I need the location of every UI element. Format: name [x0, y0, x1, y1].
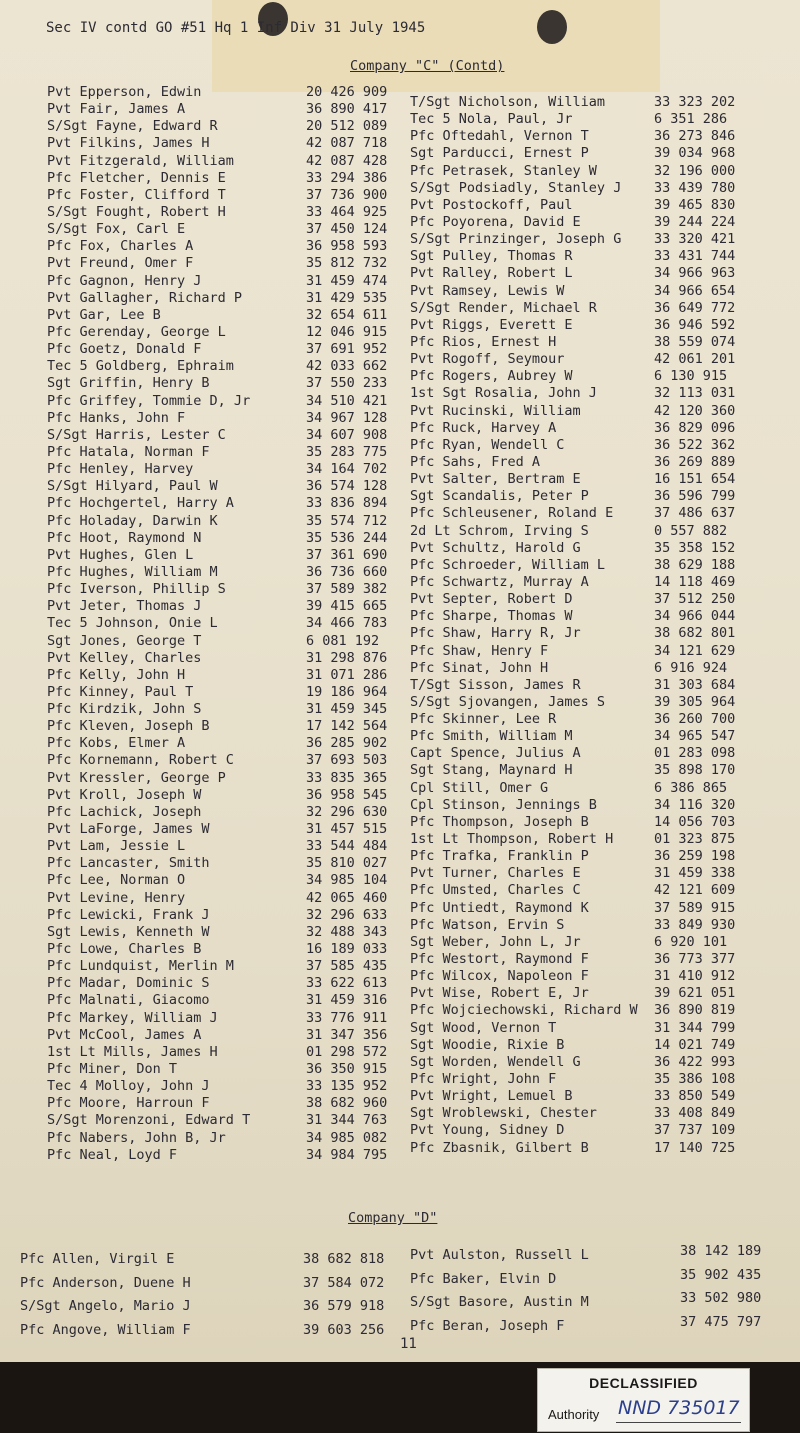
roster-name: S/Sgt Basore, Austin M [410, 1294, 589, 1310]
roster-name: Pfc Ruck, Harvey A [410, 419, 557, 436]
roster-serial: 31 303 684 [654, 676, 736, 693]
roster-name: T/Sgt Sisson, James R [410, 676, 581, 693]
roster-name: 1st Lt Mills, James H [47, 1043, 218, 1060]
roster-serial: 33 544 484 [306, 838, 388, 855]
roster-serial: 0 557 882 [654, 522, 728, 539]
document-header: Sec IV contd GO #51 Hq 1 Inf Div 31 July 1945 [46, 20, 426, 36]
roster-name: S/Sgt Podsiadly, Stanley J [410, 179, 622, 196]
roster-name: Sgt Griffin, Henry B [47, 375, 210, 392]
roster-name: Pvt Turner, Charles E [410, 865, 581, 882]
roster-serial: 01 298 572 [306, 1043, 388, 1060]
roster-name: S/Sgt Prinzinger, Joseph G [410, 231, 622, 248]
roster-serial: 36 736 660 [306, 563, 388, 580]
roster-serial: 36 522 362 [654, 436, 736, 453]
roster-serial: 37 475 797 [680, 1313, 762, 1330]
roster-name: Pfc Kleven, Joseph B [47, 718, 210, 735]
roster-name: Pfc Fletcher, Dennis E [47, 169, 226, 186]
roster-serial: 34 116 320 [654, 796, 736, 813]
roster-serial: 37 589 915 [654, 899, 736, 916]
roster-serial: 19 186 964 [306, 683, 388, 700]
company-c-right-names [410, 94, 638, 1157]
roster-serial: 33 836 894 [306, 495, 388, 512]
roster-name: Pfc Sahs, Fred A [410, 453, 541, 470]
roster-serial: 39 244 224 [654, 213, 736, 230]
roster-name: Sgt Parducci, Ernest P [410, 145, 589, 162]
roster-serial: 34 985 104 [306, 872, 388, 889]
roster-name: Pfc Hatala, Norman F [47, 443, 210, 460]
roster-serial: 34 985 082 [306, 1129, 388, 1146]
roster-name: Pfc Baker, Elvin D [410, 1270, 557, 1287]
roster-serial: 36 890 417 [306, 101, 388, 118]
roster-name: Pfc Hoot, Raymond N [47, 529, 202, 546]
roster-serial: 33 502 980 [680, 1290, 762, 1306]
roster-name: Pfc Trafka, Franklin P [410, 848, 589, 865]
roster-name: Pvt Kelley, Charles [47, 649, 202, 666]
roster-name: Pvt Schultz, Harold G [410, 539, 581, 556]
roster-serial: 36 596 799 [654, 488, 736, 505]
company-c-right-serials [654, 94, 735, 1157]
roster-name: Pvt Fitzgerald, William [47, 152, 234, 169]
roster-serial: 6 916 924 [654, 659, 728, 676]
roster-name: Pfc Smith, William M [410, 728, 573, 745]
roster-name: Pfc Umsted, Charles C [410, 882, 581, 899]
roster-serial: 34 164 702 [306, 461, 388, 478]
roster-name: Pfc Lachick, Joseph [47, 803, 202, 820]
roster-name: Cpl Still, Omer G [410, 779, 549, 796]
roster-name: Pfc Hanks, John F [47, 409, 186, 426]
roster-name: S/Sgt Morenzoni, Edward T [47, 1112, 251, 1129]
roster-name: Pfc Kobs, Elmer A [47, 735, 186, 752]
roster-serial: 35 810 027 [306, 855, 388, 872]
roster-serial: 36 350 915 [306, 1061, 388, 1078]
roster-name: Pvt Riggs, Everett E [410, 316, 573, 333]
roster-serial: 37 737 109 [654, 1122, 736, 1139]
roster-serial: 39 034 968 [654, 145, 736, 162]
roster-serial: 31 459 345 [306, 701, 388, 718]
roster-name: Pvt Wise, Robert E, Jr [410, 985, 589, 1002]
roster-serial: 36 260 700 [654, 711, 736, 728]
roster-name: Pvt Gar, Lee B [47, 306, 161, 323]
roster-name: Pfc Watson, Ervin S [410, 916, 565, 933]
roster-name: Pvt Filkins, James H [47, 135, 210, 152]
roster-name: Pfc Wright, John F [410, 1071, 557, 1088]
roster-serial: 37 486 637 [654, 505, 736, 522]
roster-name: Pfc Lundquist, Merlin M [47, 958, 234, 975]
roster-name: Pfc Lowe, Charles B [47, 941, 202, 958]
roster-name: Sgt Wroblewski, Chester [410, 1105, 597, 1122]
roster-serial: 33 622 613 [306, 975, 388, 992]
roster-name: Pfc Kelly, John H [47, 666, 186, 683]
roster-serial: 36 269 889 [654, 453, 736, 470]
roster-name: Pfc Gerenday, George L [47, 323, 226, 340]
roster-name: Pfc Madar, Dominic S [47, 975, 210, 992]
roster-serial: 42 087 718 [306, 135, 388, 152]
roster-serial: 35 358 152 [654, 539, 736, 556]
roster-serial: 33 323 202 [654, 94, 736, 110]
roster-name: Sgt Scandalis, Peter P [410, 488, 589, 505]
roster-serial: 32 488 343 [306, 923, 388, 940]
stamp-underline [616, 1422, 741, 1423]
roster-serial: 31 344 763 [306, 1112, 388, 1129]
roster-serial: 33 850 549 [654, 1088, 736, 1105]
roster-name: Pfc Hochgertel, Harry A [47, 495, 234, 512]
roster-serial: 37 736 900 [306, 186, 388, 203]
roster-serial: 33 408 849 [654, 1105, 736, 1122]
roster-name: Pfc Schwartz, Murray A [410, 573, 589, 590]
roster-serial: 38 559 074 [654, 333, 736, 350]
roster-serial: 42 087 428 [306, 152, 388, 169]
roster-serial: 32 113 031 [654, 385, 736, 402]
roster-serial: 31 344 799 [654, 1019, 736, 1036]
roster-serial: 38 142 189 [680, 1243, 762, 1259]
roster-serial: 6 081 192 [306, 632, 380, 649]
roster-serial: 35 283 775 [306, 443, 388, 460]
roster-serial: 36 422 993 [654, 1053, 736, 1070]
roster-name: S/Sgt Fayne, Edward R [47, 118, 218, 135]
roster-serial: 39 621 051 [654, 985, 736, 1002]
roster-serial: 34 984 795 [306, 1146, 388, 1163]
roster-name: Pfc Henley, Harvey [47, 461, 194, 478]
roster-name: Pvt Septer, Robert D [410, 591, 573, 608]
company-c-title: Company "C" (Contd) [350, 58, 505, 74]
roster-serial: 35 902 435 [680, 1266, 762, 1283]
roster-serial: 37 693 503 [306, 752, 388, 769]
roster-name: Pvt Kroll, Joseph W [47, 786, 202, 803]
roster-name: S/Sgt Hilyard, Paul W [47, 478, 218, 495]
roster-serial: 31 457 515 [306, 821, 388, 838]
roster-serial: 39 603 256 [303, 1321, 385, 1338]
roster-name: Sgt Stang, Maynard H [410, 762, 573, 779]
roster-serial: 14 056 703 [654, 813, 736, 830]
stamp-title: DECLASSIFIED [589, 1375, 698, 1391]
roster-serial: 42 061 201 [654, 351, 736, 368]
roster-name: Pfc Kirdzik, John S [47, 701, 202, 718]
roster-name: Pvt Levine, Henry [47, 889, 186, 906]
roster-serial: 14 118 469 [654, 573, 736, 590]
company-d-left-serials [303, 1248, 384, 1342]
roster-name: Pvt Rogoff, Seymour [410, 351, 565, 368]
roster-serial: 42 121 609 [654, 882, 736, 899]
roster-serial: 6 920 101 [654, 933, 728, 950]
roster-serial: 38 682 818 [303, 1251, 385, 1267]
roster-name: Pfc Kornemann, Robert C [47, 752, 234, 769]
roster-serial: 33 464 925 [306, 203, 388, 220]
roster-serial: 35 574 712 [306, 512, 388, 529]
roster-serial: 39 465 830 [654, 196, 736, 213]
roster-serial: 36 579 918 [303, 1298, 385, 1314]
roster-name: Pfc Lewicki, Frank J [47, 906, 210, 923]
roster-serial: 33 320 421 [654, 231, 736, 248]
roster-name: Pfc Shaw, Henry F [410, 642, 549, 659]
roster-serial: 37 589 382 [306, 581, 388, 598]
roster-serial: 16 189 033 [306, 941, 388, 958]
roster-serial: 31 347 356 [306, 1026, 388, 1043]
roster-serial: 36 285 902 [306, 735, 388, 752]
company-c-left-names [47, 84, 250, 1164]
roster-name: Pfc Allen, Virgil E [20, 1251, 175, 1267]
company-d-right-names [410, 1244, 589, 1338]
roster-name: Pvt Gallagher, Richard P [47, 289, 243, 306]
roster-serial: 42 033 662 [306, 358, 388, 375]
roster-name: Pfc Foster, Clifford T [47, 186, 226, 203]
roster-name: Pfc Petrasek, Stanley W [410, 162, 597, 179]
roster-name: Pfc Iverson, Phillip S [47, 581, 226, 598]
roster-name: Pfc Goetz, Donald F [47, 341, 202, 358]
roster-name: Pfc Kinney, Paul T [47, 683, 194, 700]
roster-name: Sgt Worden, Wendell G [410, 1053, 581, 1070]
roster-name: Pfc Thompson, Joseph B [410, 813, 589, 830]
roster-name: Pvt Kressler, George P [47, 769, 226, 786]
roster-serial: 33 135 952 [306, 1078, 388, 1095]
roster-serial: 35 386 108 [654, 1071, 736, 1088]
roster-name: 2d Lt Schrom, Irving S [410, 522, 589, 539]
roster-name: Sgt Pulley, Thomas R [410, 248, 573, 265]
roster-serial: 31 459 316 [306, 992, 388, 1009]
roster-serial: 20 512 089 [306, 118, 388, 135]
roster-serial: 34 510 421 [306, 392, 388, 409]
roster-serial: 6 130 915 [654, 368, 728, 385]
roster-name: Tec 5 Nola, Paul, Jr [410, 111, 573, 128]
company-d-title: Company "D" [348, 1210, 438, 1226]
roster-serial: 34 966 044 [654, 608, 736, 625]
roster-serial: 36 574 128 [306, 478, 388, 495]
roster-name: Tec 5 Johnson, Onie L [47, 615, 218, 632]
roster-name: Pvt Jeter, Thomas J [47, 598, 202, 615]
roster-serial: 36 273 846 [654, 128, 736, 145]
roster-name: Pvt Ralley, Robert L [410, 265, 573, 282]
roster-serial: 37 585 435 [306, 958, 388, 975]
roster-serial: 37 550 233 [306, 375, 388, 392]
roster-name: Capt Spence, Julius A [410, 745, 581, 762]
roster-serial: 17 142 564 [306, 718, 388, 735]
roster-name: Pfc Wojciechowski, Richard W [410, 1002, 638, 1019]
roster-name: Tec 4 Molloy, John J [47, 1078, 210, 1095]
roster-serial: 35 536 244 [306, 529, 388, 546]
roster-name: Pfc Markey, William J [47, 1009, 218, 1026]
roster-name: S/Sgt Harris, Lester C [47, 426, 226, 443]
roster-serial: 34 967 128 [306, 409, 388, 426]
roster-name: S/Sgt Render, Michael R [410, 299, 597, 316]
roster-serial: 39 305 964 [654, 693, 736, 710]
roster-name: Pfc Rios, Ernest H [410, 333, 557, 350]
company-d-right-serials [680, 1240, 761, 1334]
roster-name: Pvt Rucinski, William [410, 402, 581, 419]
roster-name: Pfc Untiedt, Raymond K [410, 899, 589, 916]
roster-serial: 34 966 963 [654, 265, 736, 282]
roster-name: Sgt Wood, Vernon T [410, 1019, 557, 1036]
roster-serial: 33 439 780 [654, 179, 736, 196]
roster-name: Pvt Fair, James A [47, 101, 186, 118]
roster-serial: 34 121 629 [654, 642, 736, 659]
roster-name: Pfc Hughes, William M [47, 563, 218, 580]
roster-name: Pfc Westort, Raymond F [410, 951, 589, 968]
roster-serial: 37 361 690 [306, 546, 388, 563]
roster-name: Tec 5 Goldberg, Ephraim [47, 358, 234, 375]
roster-serial: 33 776 911 [306, 1009, 388, 1026]
roster-name: Pfc Nabers, John B, Jr [47, 1129, 226, 1146]
roster-serial: 14 021 749 [654, 1036, 736, 1053]
roster-serial: 36 649 772 [654, 299, 736, 316]
company-c-left-serials [306, 84, 387, 1164]
roster-serial: 36 773 377 [654, 951, 736, 968]
roster-name: Pfc Miner, Don T [47, 1061, 178, 1078]
roster-serial: 37 691 952 [306, 341, 388, 358]
roster-name: Pfc Sharpe, Thomas W [410, 608, 573, 625]
roster-name: Pvt Epperson, Edwin [47, 84, 202, 100]
roster-serial: 32 296 630 [306, 803, 388, 820]
roster-name: Pfc Fox, Charles A [47, 238, 194, 255]
roster-serial: 37 450 124 [306, 221, 388, 238]
roster-name: Pvt Wright, Lemuel B [410, 1088, 573, 1105]
roster-name: Pfc Holaday, Darwin K [47, 512, 218, 529]
roster-serial: 35 898 170 [654, 762, 736, 779]
roster-name: Pfc Wilcox, Napoleon F [410, 968, 589, 985]
roster-serial: 36 958 545 [306, 786, 388, 803]
roster-serial: 36 829 096 [654, 419, 736, 436]
punch-hole [537, 10, 567, 44]
roster-serial: 34 466 783 [306, 615, 388, 632]
roster-name: S/Sgt Fox, Carl E [47, 221, 186, 238]
roster-name: Pvt Hughes, Glen L [47, 546, 194, 563]
roster-name: Pvt Freund, Omer F [47, 255, 194, 272]
declassified-stamp [537, 1368, 750, 1432]
roster-name: Sgt Weber, John L, Jr [410, 933, 581, 950]
roster-serial: 32 196 000 [654, 162, 736, 179]
roster-serial: 42 065 460 [306, 889, 388, 906]
roster-name: Sgt Lewis, Kenneth W [47, 923, 210, 940]
company-d-left-names [20, 1248, 191, 1342]
roster-name: Pfc Sinat, John H [410, 659, 549, 676]
roster-name: Pvt Ramsey, Lewis W [410, 282, 565, 299]
roster-serial: 38 682 801 [654, 625, 736, 642]
roster-name: Pfc Schleusener, Roland E [410, 505, 614, 522]
roster-serial: 33 849 930 [654, 916, 736, 933]
roster-name: Pvt Lam, Jessie L [47, 838, 186, 855]
roster-serial: 01 283 098 [654, 745, 736, 762]
roster-name: Pfc Shaw, Harry R, Jr [410, 625, 581, 642]
roster-serial: 6 351 286 [654, 111, 728, 128]
roster-serial: 12 046 915 [306, 323, 388, 340]
roster-name: Pvt Young, Sidney D [410, 1122, 565, 1139]
roster-name: Pfc Ryan, Wendell C [410, 436, 565, 453]
roster-serial: 36 958 593 [306, 238, 388, 255]
roster-name: T/Sgt Nicholson, William [410, 94, 606, 110]
roster-name: Pfc Skinner, Lee R [410, 711, 557, 728]
roster-name: Pfc Griffey, Tommie D, Jr [47, 392, 251, 409]
roster-name: Pfc Zbasnik, Gilbert B [410, 1139, 589, 1156]
stamp-authority-label: Authority [548, 1407, 600, 1422]
roster-serial: 31 410 912 [654, 968, 736, 985]
roster-name: Sgt Woodie, Rixie B [410, 1036, 565, 1053]
roster-name: Pvt Salter, Bertram E [410, 471, 581, 488]
roster-serial: 33 294 386 [306, 169, 388, 186]
stamp-authority-value: NND 735017 [618, 1397, 740, 1419]
roster-name: Pfc Moore, Harroun F [47, 1095, 210, 1112]
roster-name: 1st Lt Thompson, Robert H [410, 831, 614, 848]
roster-serial: 32 654 611 [306, 306, 388, 323]
roster-name: Pvt Aulston, Russell L [410, 1247, 589, 1263]
roster-serial: 36 259 198 [654, 848, 736, 865]
roster-serial: 31 298 876 [306, 649, 388, 666]
roster-serial: 34 607 908 [306, 426, 388, 443]
roster-serial: 35 812 732 [306, 255, 388, 272]
roster-serial: 31 429 535 [306, 289, 388, 306]
roster-name: Pvt Postockoff, Paul [410, 196, 573, 213]
roster-name: Pfc Neal, Loyd F [47, 1146, 178, 1163]
roster-name: Pfc Gagnon, Henry J [47, 272, 202, 289]
roster-serial: 39 415 665 [306, 598, 388, 615]
roster-name: Pfc Rogers, Aubrey W [410, 368, 573, 385]
roster-serial: 20 426 909 [306, 84, 388, 100]
roster-serial: 34 966 654 [654, 282, 736, 299]
roster-serial: 38 682 960 [306, 1095, 388, 1112]
roster-name: Pfc Poyorena, David E [410, 213, 581, 230]
roster-name: Pvt McCool, James A [47, 1026, 202, 1043]
roster-name: S/Sgt Angelo, Mario J [20, 1298, 191, 1314]
roster-serial: 17 140 725 [654, 1139, 736, 1156]
roster-name: S/Sgt Sjovangen, James S [410, 693, 606, 710]
roster-serial: 36 946 592 [654, 316, 736, 333]
roster-name: Pfc Anderson, Duene H [20, 1274, 191, 1291]
roster-serial: 32 296 633 [306, 906, 388, 923]
roster-name: Pfc Angove, William F [20, 1321, 191, 1338]
roster-serial: 31 071 286 [306, 666, 388, 683]
roster-name: Pfc Malnati, Giacomo [47, 992, 210, 1009]
roster-serial: 36 890 819 [654, 1002, 736, 1019]
roster-serial: 16 151 654 [654, 471, 736, 488]
roster-serial: 37 512 250 [654, 591, 736, 608]
roster-name: Pfc Oftedahl, Vernon T [410, 128, 589, 145]
roster-serial: 38 629 188 [654, 556, 736, 573]
roster-serial: 01 323 875 [654, 831, 736, 848]
roster-name: Cpl Stinson, Jennings B [410, 796, 597, 813]
roster-name: S/Sgt Fought, Robert H [47, 203, 226, 220]
roster-serial: 37 584 072 [303, 1274, 385, 1291]
roster-name: Sgt Jones, George T [47, 632, 202, 649]
roster-name: Pfc Lancaster, Smith [47, 855, 210, 872]
roster-serial: 42 120 360 [654, 402, 736, 419]
roster-name: Pfc Schroeder, William L [410, 556, 606, 573]
roster-name: 1st Sgt Rosalia, John J [410, 385, 597, 402]
roster-name: Pfc Lee, Norman O [47, 872, 186, 889]
roster-name: Pfc Beran, Joseph F [410, 1317, 565, 1334]
roster-serial: 33 431 744 [654, 248, 736, 265]
roster-serial: 31 459 474 [306, 272, 388, 289]
roster-serial: 34 965 547 [654, 728, 736, 745]
page-number: 11 [400, 1336, 417, 1352]
roster-serial: 6 386 865 [654, 779, 728, 796]
roster-name: Pvt LaForge, James W [47, 821, 210, 838]
roster-serial: 31 459 338 [654, 865, 736, 882]
roster-serial: 33 835 365 [306, 769, 388, 786]
